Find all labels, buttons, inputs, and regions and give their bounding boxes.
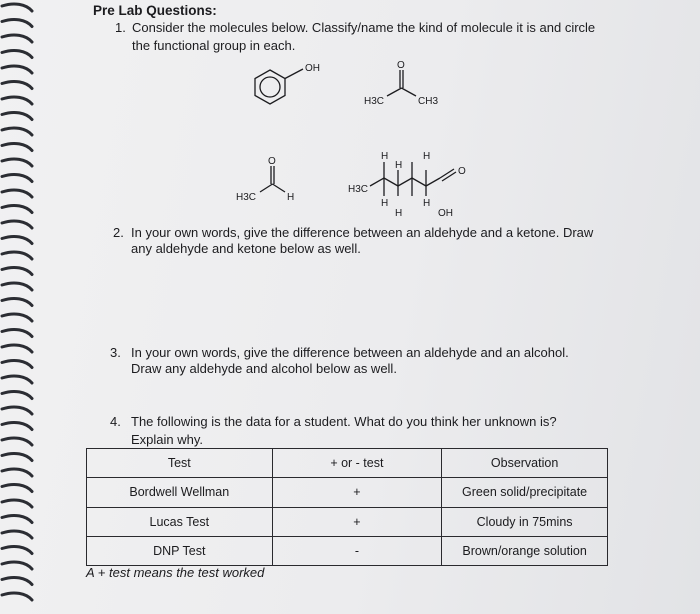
spiral-coil (2, 66, 32, 73)
q1-line-2: the functional group in each. (132, 38, 296, 53)
table-cell: Brown/orange solution (442, 536, 608, 565)
spiral-coil (2, 484, 32, 491)
q4-number: 4. (110, 414, 121, 429)
phenol-oh-label: OH (305, 63, 320, 74)
acetaldehyde-structure (230, 152, 310, 210)
table-cell: Green solid/precipitate (442, 478, 608, 507)
table-cell: Cloudy in 75mins (442, 507, 608, 536)
table-cell: - (272, 536, 442, 565)
spiral-coil (2, 205, 32, 212)
table-row (87, 536, 608, 565)
spiral-coil (2, 112, 32, 119)
spiral-coil (2, 159, 32, 166)
table-cell: DNP Test (87, 536, 273, 565)
hydroxy-h-label: H (423, 151, 431, 162)
spiral-coil (2, 546, 32, 553)
spiral-coil (2, 562, 32, 569)
spiral-coil (2, 298, 32, 305)
q2-line-1: In your own words, give the difference between an aldehyde and a ketone. Draw (131, 225, 594, 240)
hydroxy-h-label: H (381, 198, 389, 209)
spiral-coil (2, 422, 32, 429)
table-header-cell: + or - test (272, 449, 442, 478)
spiral-coil (2, 4, 32, 11)
acetaldehyde-h-label: H (287, 192, 295, 203)
table-footnote: A + test means the test worked (86, 565, 265, 580)
spiral-coil (2, 453, 32, 460)
spiral-coil (2, 329, 32, 336)
spiral-coil (2, 19, 32, 26)
acetone-o-label: O (397, 60, 405, 71)
q3-line-1: In your own words, give the difference between an aldehyde and an alcohol. (131, 345, 569, 360)
spiral-coil (2, 221, 32, 228)
hydroxy-oh-label: OH (438, 208, 453, 219)
acetaldehyde-h3c-label: H3C (236, 192, 257, 203)
spiral-coil (2, 143, 32, 150)
hydroxy-h-label: H (381, 151, 389, 162)
hydroxy-h-label: H (395, 160, 403, 171)
hydroxy-aldehyde-structure (340, 142, 480, 224)
spiral-coil (2, 50, 32, 57)
spiral-coil (2, 35, 32, 42)
page-title: Pre Lab Questions: (93, 3, 217, 18)
spiral-coil (2, 236, 32, 243)
table-cell: + (272, 478, 442, 507)
spiral-coil (2, 531, 32, 538)
table-header-cell: Observation (442, 449, 608, 478)
table-header-row (87, 449, 608, 478)
q3-number: 3. (110, 345, 121, 360)
hydroxy-o-label: O (458, 166, 466, 177)
test-results-table (86, 448, 608, 566)
spiral-coil (2, 128, 32, 135)
spiral-coil (2, 174, 32, 181)
acetaldehyde-o-label: O (268, 156, 276, 167)
hydroxy-h-label: H (423, 198, 431, 209)
table-row (87, 478, 608, 507)
spiral-coil (2, 515, 32, 522)
spiral-coil (2, 314, 32, 321)
q1-line-1: Consider the molecules below. Classify/name the kind of molecule it is and circle (132, 20, 596, 35)
spiral-binding (0, 0, 40, 614)
spiral-coil (2, 438, 32, 445)
spiral-coil (2, 500, 32, 507)
spiral-coil (2, 593, 32, 600)
acetone-ch3-label: CH3 (418, 96, 439, 107)
hydroxy-h3c-label: H3C (348, 184, 369, 195)
spiral-coil (2, 267, 32, 274)
spiral-coil (2, 469, 32, 476)
spiral-coil (2, 407, 32, 414)
acetone-h3c-label: H3C (364, 96, 385, 107)
q4-line-2: Explain why. (131, 432, 204, 447)
q2-line-2: any aldehyde and ketone below as well. (131, 241, 361, 256)
spiral-coil (2, 252, 32, 259)
spiral-coil (2, 190, 32, 197)
spiral-coil (2, 81, 32, 88)
table-header-cell: Test (87, 449, 273, 478)
q2-number: 2. (113, 225, 124, 240)
phenol-structure (245, 58, 335, 118)
q4-line-1: The following is the data for a student. What do you think her unknown is? (131, 414, 557, 429)
spiral-coil (2, 345, 32, 352)
table-cell: Lucas Test (87, 507, 273, 536)
q1-number: 1. (115, 20, 126, 35)
spiral-coil (2, 391, 32, 398)
hydroxy-h-label: H (395, 208, 403, 219)
spiral-coil (2, 376, 32, 383)
table-cell: + (272, 507, 442, 536)
table-row (87, 507, 608, 536)
table-cell: Bordwell Wellman (87, 478, 273, 507)
acetone-structure (360, 58, 450, 116)
spiral-coil (2, 577, 32, 584)
q3-line-2: Draw any aldehyde and alcohol below as well. (131, 361, 397, 376)
spiral-coil (2, 283, 32, 290)
spiral-coil (2, 97, 32, 104)
spiral-coil (2, 360, 32, 367)
